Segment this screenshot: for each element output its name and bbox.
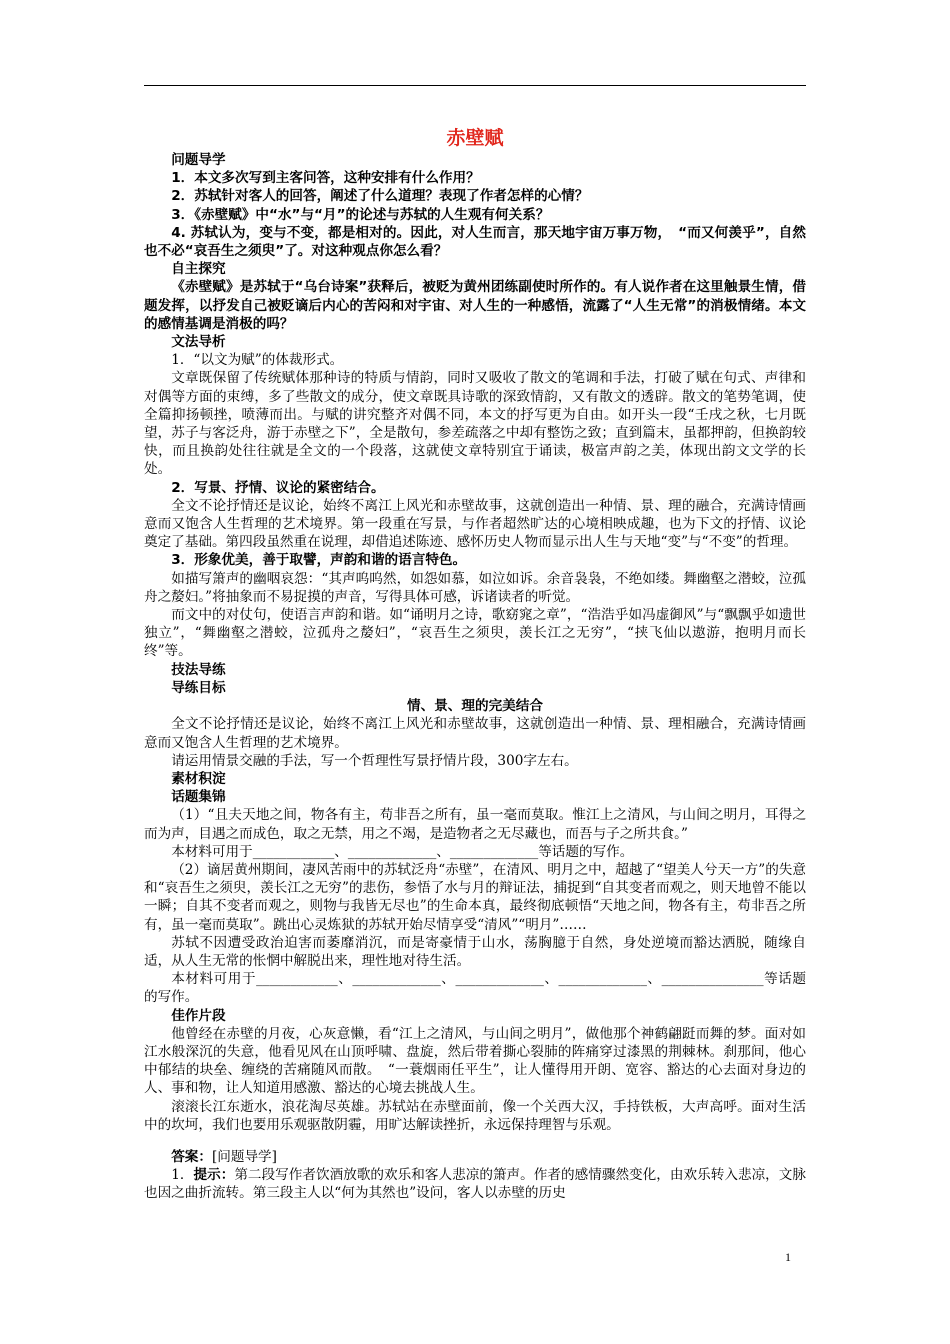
answer-label: 答案：: [171, 1148, 212, 1165]
spacer: [144, 1134, 806, 1148]
section-heading-huati: 话题集锦: [171, 789, 226, 806]
section-heading-wenti: 问题导学: [171, 152, 226, 168]
answer-1-text: 第二段写作者饮酒放歌的欢乐和客人悲凉的箫声。作者的感情骤然变化，由欢乐转入悲凉，文脉也因之曲折流转。第三段主人以“何为其然也”设问，客人以赤壁的历史: [144, 1167, 806, 1202]
page-number: 1: [785, 1250, 791, 1264]
section-heading-daolian: 导练目标: [171, 679, 226, 696]
header-rule: [144, 85, 806, 86]
section-heading-jifa: 技法导练: [171, 661, 226, 678]
section-heading-zizhu: 自主探究: [171, 261, 226, 278]
daolian-text: 全文不论抒情还是议论，始终不离江上风光和赤壁故事，这就创造出一种情、景、理相融合，充满诗情画意而又饱含人生哲理的艺术境界。: [144, 716, 806, 751]
answer-heading: [144, 1148, 806, 1166]
section-heading-sucai: 素材积淀: [171, 770, 226, 787]
material-2-use: 本材料可用于____________、_____________、_____________、_____________、_______________等话题的写作。: [144, 971, 806, 1006]
answer-1-tip-label: 提示：: [193, 1167, 235, 1184]
material-1-use: 本材料可用于____________、_____________、_____________等话题的写作。: [171, 843, 634, 860]
page-title: 赤壁赋: [446, 127, 504, 149]
question-1: 1．本文多次写到主客问答，这种安排有什么作用？: [171, 170, 480, 187]
zizhu-text: 《赤壁赋》是苏轼于“乌台诗案”获释后，被贬为黄州团练副使时所作的。有人说作者在这里触景生情，借题发挥，以抒发自己被贬谪后内心的苦闷和对宇宙、对人生的一种感悟，流露了“人生无常”的消极情绪。本文的感情基调是消极的吗？: [144, 279, 806, 332]
wenfa-point-1-title: 1．“以文为赋”的体裁形式。: [171, 352, 344, 369]
wenfa-point-2-title: 2．写景、抒情、议论的紧密结合。: [171, 479, 385, 496]
excerpt-1: 他曾经在赤壁的月夜，心灰意懒，看“江上之清风，与山间之明月”，做他那个神鹤翩跹而舞的梦。面对如江水般深沉的失意，他看见风在山顶呼啸、盘旋，然后带着撕心裂肺的阵痛穿过漆黑的荆棘林。刹那间，他心中郁结的块垒、缠绕的苦痛随风而散。 “一蓑烟雨任平生”，让人懂得用开朗、宽容、豁达的心去面对身边的人、事和物，让人知道用感激、豁达的心境去挑战人生。: [144, 1025, 806, 1097]
document-body: [144, 125, 806, 1203]
wenfa-point-3b: 而文中的对仗句，使语言声韵和谐。如“诵明月之诗，歌窈窕之章”，“浩浩乎如冯虚御风”与“飘飘乎如遗世独立”，“舞幽壑之潜蛟，泣孤舟之嫠妇”，“哀吾生之须臾，羡长江之无穷”，“挟飞仙以遨游，抱明月而长终”等。: [144, 607, 806, 660]
daolian-task: 请运用情景交融的手法，写一个哲理性写景抒情片段，300字左右。: [171, 752, 578, 769]
answer-1-num: 1．: [171, 1167, 194, 1184]
question-4: 4. 苏轼认为，变与不变，都是相对的。因此，对人生而言，那天地宇宙万事万物， “而又何羡乎”，自然也不必“哀吾生之须臾”了。对这种观点你怎么看？: [144, 224, 806, 260]
question-2: 2．苏轼针对客人的回答，阐述了什么道理？表现了作者怎样的心情？: [171, 188, 589, 205]
question-3: 3．《赤壁赋》中“水”与“月”的论述与苏轼的人生观有何关系？: [171, 206, 550, 223]
section-heading-jiazuo: 佳作片段: [171, 1007, 226, 1024]
material-2: （2）谪居黄州期间，凄风苦雨中的苏轼泛舟“赤壁”，在清风、明月之中，超越了“望美人兮天一方”的失意和“哀吾生之须臾，羡长江之无穷”的悲伤，参悟了水与月的辩证法，捕捉到“自其变者而观之，则天地曾不能以一瞬；自其不变者而观之，则物与我皆无尽也”的生命本真，最终彻底顿悟“天地之间，物各有主，苟非吾之所有，虽一毫而莫取”。跳出心灵炼狱的苏轼开始尽情享受“清风”“明月”……: [144, 861, 806, 933]
excerpt-2: 滚滚长江东逝水，浪花淘尽英雄。苏轼站在赤壁面前，像一个关西大汉，手持铁板，大声高呼。面对生活中的坎坷，我们也要用乐观驱散阴霾，用旷达解读挫折，永远保持理智与乐观。: [144, 1098, 806, 1133]
wenfa-point-2: 全文不论抒情还是议论，始终不离江上风光和赤壁故事，这就创造出一种情、景、理的融合，充满诗情画意而又饱含人生哲理的艺术境界。第一段重在写景，与作者超然旷达的心境相映成趣，也为下文的抒情、议论奠定了基础。第四段虽然重在说理，却借追述陈迹、感怀历史人物而显示出人生与天地“变”与“不变”的哲理。: [144, 497, 806, 551]
section-heading-wenfa: 文法导析: [171, 334, 226, 351]
answer-bracket: [问题导学]: [211, 1148, 277, 1165]
material-1: （1）“且夫天地之间，物各有主，苟非吾之所有，虽一毫而莫取。惟江上之清风，与山间之明月，耳得之而为声，目遇之而成色，取之无禁，用之不竭，是造物者之无尽藏也，而吾与子之所共食。”: [144, 807, 806, 842]
wenfa-point-3a: 如描写箫声的幽咽哀怨：“其声呜呜然，如怨如慕，如泣如诉。余音袅袅，不绝如缕。舞幽壑之潜蛟，泣孤舟之嫠妇。”将抽象而不易捉摸的声音，写得具体可感，诉诸读者的听觉。: [144, 570, 806, 605]
daolian-subtitle: 情、景、理的完美结合: [407, 698, 543, 715]
answer-1: [144, 1166, 806, 1202]
wenfa-point-1: 文章既保留了传统赋体那种诗的特质与情韵，同时又吸收了散文的笔调和手法，打破了赋在句式、声律和对偶等方面的束缚，多了些散文的成分，使文章既具诗歌的深致情韵，又有散文的透辟。散文的笔势笔调，使全篇抑扬顿挫，喷薄而出。与赋的讲究整齐对偶不同，本文的抒写更为自由。如开头一段“壬戌之秋，七月既望，苏子与客泛舟，游于赤壁之下”，全是散句，参差疏落之中却有整饬之致；直到篇末，虽都押韵，但换韵较快，而且换韵处往往就是全文的一个段落，这就使文章特别宜于诵读，极富声韵之美，体现出韵文文学的长处。: [144, 370, 806, 478]
material-2-comment: 苏轼不因遭受政治迫害而萎靡消沉，而是寄豪情于山水，荡胸臆于自然，身处逆境而豁达洒脱，随缘自适，从人生无常的怅惘中解脱出来，理性地对待生活。: [144, 934, 806, 969]
wenfa-point-3-title: 3．形象优美，善于取譬，声韵和谐的语言特色。: [171, 552, 467, 569]
